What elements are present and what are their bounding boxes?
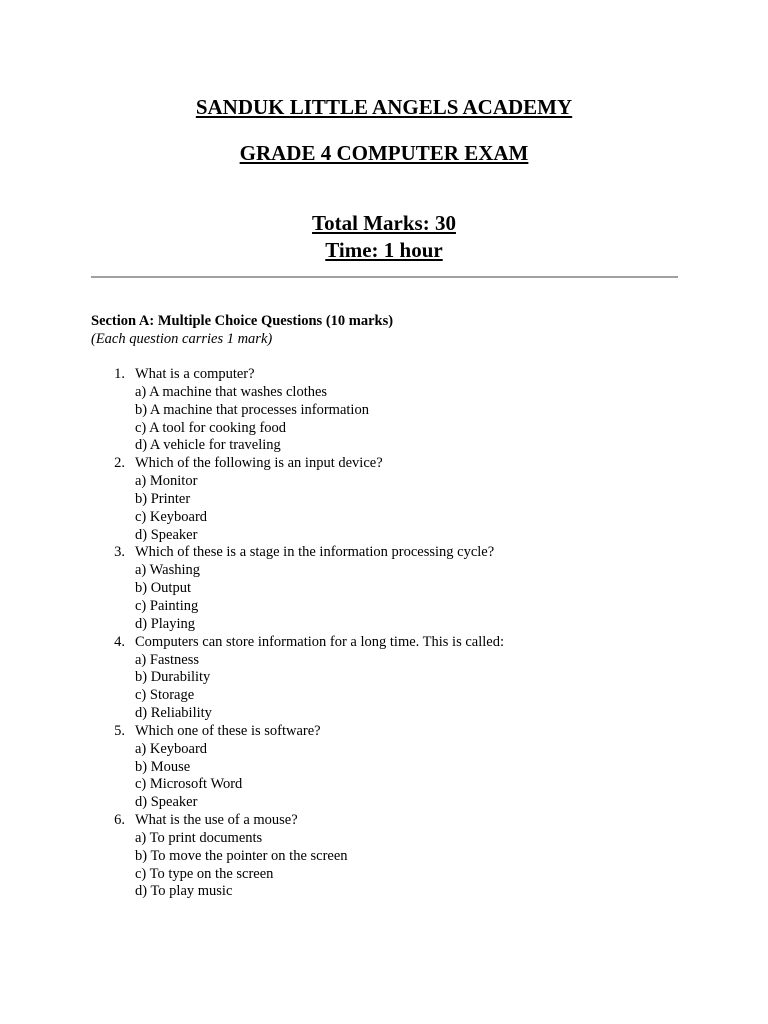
answer-option: d) To play music — [135, 883, 233, 900]
question-item — [91, 723, 691, 812]
answer-option: a) Keyboard — [135, 740, 208, 757]
question-list — [91, 366, 691, 901]
answer-option: c) Keyboard — [135, 508, 208, 525]
question-number: 2. — [114, 455, 125, 472]
answer-option: d) A vehicle for traveling — [135, 437, 281, 454]
answer-option: b) Mouse — [135, 758, 191, 775]
section-a-title: Section A: Multiple Choice Questions (10 marks) — [91, 313, 394, 329]
answer-option: a) Washing — [135, 562, 201, 579]
answer-option: a) Fastness — [135, 651, 200, 668]
exam-title: GRADE 4 COMPUTER EXAM — [239, 141, 529, 165]
answer-option: d) Speaker — [135, 526, 198, 543]
question-number: 6. — [114, 812, 125, 829]
answer-option: b) Durability — [135, 669, 211, 686]
answer-option: a) To print documents — [135, 829, 263, 846]
question-item — [91, 366, 691, 455]
question-text: Which one of these is software? — [135, 722, 321, 739]
question-item — [91, 455, 691, 544]
question-text: What is the use of a mouse? — [135, 812, 298, 829]
question-number: 1. — [114, 366, 125, 382]
answer-option: c) To type on the screen — [135, 865, 274, 882]
exam-time: Time: 1 hour — [325, 238, 443, 262]
answer-option: d) Reliability — [135, 705, 212, 722]
question-item — [91, 812, 691, 901]
answer-option: c) Microsoft Word — [135, 776, 243, 793]
question-number: 5. — [114, 722, 125, 739]
answer-option: b) Printer — [135, 490, 191, 507]
answer-option: c) Painting — [135, 597, 199, 614]
answer-option: b) A machine that processes information — [135, 401, 369, 418]
section-a-note: (Each question carries 1 mark) — [91, 331, 273, 347]
question-text: Which of these is a stage in the information processing cycle? — [135, 544, 495, 561]
answer-option: c) A tool for cooking food — [135, 419, 287, 436]
answer-option: b) To move the pointer on the screen — [135, 847, 348, 864]
question-item — [91, 634, 691, 723]
question-number: 3. — [114, 544, 125, 561]
school-name: SANDUK LITTLE ANGELS ACADEMY — [195, 95, 573, 119]
answer-option: a) A machine that washes clothes — [135, 383, 328, 400]
horizontal-divider — [91, 276, 678, 278]
answer-option: d) Speaker — [135, 794, 198, 811]
question-text: What is a computer? — [135, 366, 255, 382]
question-item — [91, 544, 691, 633]
question-text: Computers can store information for a long time. This is called: — [135, 633, 504, 650]
total-marks: Total Marks: 30 — [312, 211, 456, 235]
answer-option: b) Output — [135, 580, 191, 597]
question-text: Which of the following is an input device? — [135, 455, 383, 472]
answer-option: a) Monitor — [135, 473, 198, 490]
answer-option: d) Playing — [135, 615, 196, 632]
answer-option: c) Storage — [135, 687, 195, 704]
question-number: 4. — [114, 633, 125, 650]
